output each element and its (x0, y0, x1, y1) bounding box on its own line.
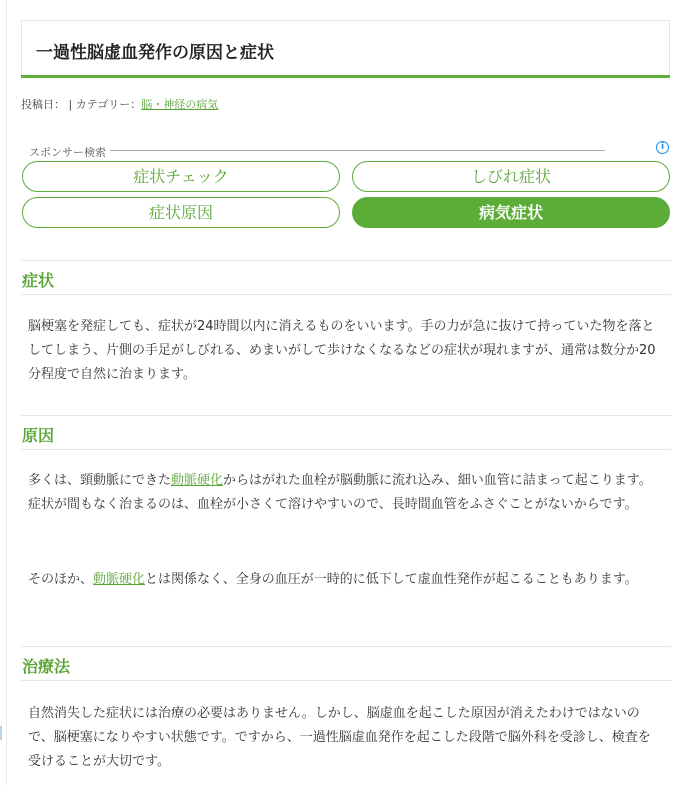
sponsor-button-numbness[interactable]: しびれ症状 (352, 161, 670, 192)
causes-heading: 原因 (22, 426, 55, 445)
sponsor-divider (29, 150, 605, 151)
symptoms-paragraph: 脳梗塞を発症しても、症状が24時間以内に消えるものをいいます。手の力が急に抜けて持っていた物を落としてしまう、片側の手足がしびれる、めまいがして歩けなくなるなどの症状が現れますが、通常は数分か20分程度で自然に治まります。 (28, 319, 656, 382)
left-edge-border (6, 0, 7, 786)
causes-text-2a: そのほか、 (28, 572, 94, 587)
causes-paragraph-1 (28, 469, 662, 517)
section-heading-causes (21, 415, 671, 450)
left-edge-marker (0, 726, 2, 740)
causes-paragraph-2 (28, 568, 662, 592)
sponsor-button-disease-symptom[interactable]: 病気症状 (352, 197, 670, 228)
sponsor-button-symptom-check[interactable]: 症状チェック (22, 161, 340, 192)
symptoms-heading: 症状 (22, 271, 55, 290)
treatment-heading: 治療法 (22, 657, 71, 676)
category-label: カテゴリー： (75, 98, 142, 111)
post-meta (21, 96, 218, 112)
causes-text-2b: とは関係なく、全身の血圧が一時的に低下して虚血性発作が起こることもあります。 (145, 572, 638, 587)
sponsor-button-symptom-cause[interactable]: 症状原因 (22, 197, 340, 228)
causes-text-1a: 多くは、頸動脈にできた (28, 473, 172, 488)
sponsor-search-label: スポンサー検索 (29, 144, 110, 160)
info-icon[interactable]: i (656, 141, 669, 154)
causes-text-1b: からはがれた血栓が脳動脈に流れ込み、細い血管に詰まって起こります。症状が間もなく治まるのは、血栓が小さくて溶けやすいので、長時間血管をふさぐことがないからです。 (28, 473, 652, 512)
meta-separator: | (68, 98, 73, 111)
category-link[interactable]: 脳・神経の病気 (141, 98, 219, 111)
article-title-box (21, 20, 670, 75)
section-heading-treatment (21, 646, 671, 681)
page-title: 一過性脳虚血発作の原因と症状 (36, 43, 274, 63)
section-heading-symptoms (21, 260, 671, 295)
posted-date-label: 投稿日： (21, 98, 65, 111)
arteriosclerosis-link-1[interactable]: 動脈硬化 (171, 473, 224, 488)
arteriosclerosis-link-2[interactable]: 動脈硬化 (93, 572, 146, 587)
treatment-paragraph: 自然消失した症状には治療の必要はありません。しかし、脳虚血を起こした原因が消えたわけではないので、脳梗塞になりやすい状態です。ですから、一過性脳虚血発作を起こした段階で脳外科を受診し、検査を受けることが大切です。 (28, 706, 651, 769)
